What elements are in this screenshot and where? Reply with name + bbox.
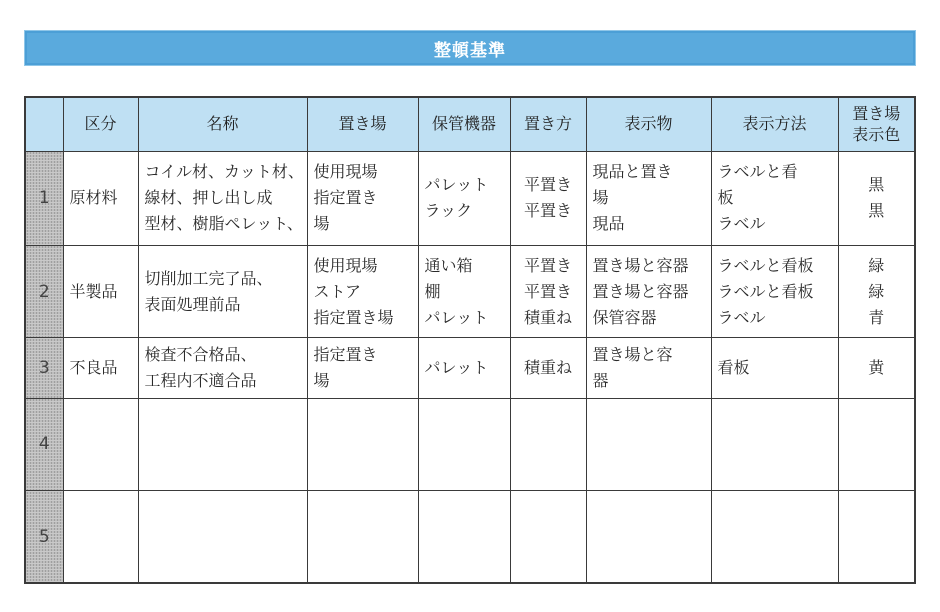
cell-color [838, 338, 915, 398]
cell-line: 平置き [523, 201, 572, 221]
cell-line: パレット [424, 175, 489, 195]
cell-line: ラベルと看 [717, 162, 798, 182]
cell-hyoji-hoho [711, 245, 838, 337]
cell-line: 緑 [868, 281, 885, 301]
cell-line: ストア [313, 281, 362, 301]
cell-okikata [510, 398, 586, 490]
header-hokan-kiki: 保管機器 [418, 97, 510, 151]
header-row [25, 97, 915, 151]
cell-line: 保管容器 [592, 307, 657, 327]
cell-line: 平置き [523, 175, 572, 195]
cell-line: 通い箱 [424, 255, 473, 275]
cell-line: 表面処理前品 [144, 294, 241, 314]
cell-kubun [63, 491, 138, 583]
cell-hyoji-hoho [711, 491, 838, 583]
cell-line: 置き場と容 [592, 344, 673, 364]
cell-line: 黒 [868, 175, 885, 195]
cell-line: 型材、樹脂ペレット、 [144, 214, 303, 234]
cell-line: 指定置き [313, 344, 378, 364]
cell-line: 指定置き場 [313, 307, 394, 327]
header-okiba: 置き場 [307, 97, 418, 151]
cell-hokan-kiki [418, 245, 510, 337]
cell-okikata [510, 245, 586, 337]
cell-meisho [138, 491, 307, 583]
cell-line: 検査不合格品、 [144, 344, 257, 364]
cell-line: 現品と置き [592, 162, 673, 182]
cell-okiba [307, 151, 418, 245]
cell-line: 工程内不適合品 [144, 370, 257, 390]
cell-meisho [138, 245, 307, 337]
cell-line: 黄 [868, 357, 885, 377]
cell-hyoji-butsu [586, 491, 711, 583]
header-okikata: 置き方 [510, 97, 586, 151]
cell-hyoji-butsu [586, 338, 711, 398]
cell-meisho [138, 398, 307, 490]
cell-line: ラベル [717, 307, 766, 327]
cell-color [838, 398, 915, 490]
row-number: 5 [25, 491, 63, 583]
cell-line: 黒 [868, 201, 885, 221]
header-hyoji-hoho: 表示方法 [711, 97, 838, 151]
cell-line: 線材、押し出し成 [144, 188, 273, 208]
standards-table [24, 96, 916, 584]
cell-hyoji-butsu [586, 398, 711, 490]
cell-okiba [307, 338, 418, 398]
header-corner [25, 97, 63, 151]
cell-line: パレット [424, 357, 489, 377]
cell-okikata [510, 338, 586, 398]
table-row [25, 151, 915, 245]
cell-line: 使用現場 [313, 162, 378, 182]
cell-okiba [307, 245, 418, 337]
cell-meisho [138, 338, 307, 398]
cell-line: 場 [313, 370, 330, 390]
table-row [25, 338, 915, 398]
cell-okiba [307, 398, 418, 490]
cell-line: 棚 [424, 281, 441, 301]
cell-meisho [138, 151, 307, 245]
cell-line: 看板 [717, 357, 750, 377]
table-row [25, 245, 915, 337]
cell-line: コイル材、カット材、 [144, 162, 304, 182]
cell-okikata [510, 491, 586, 583]
cell-hyoji-butsu [586, 245, 711, 337]
cell-kubun: 不良品 [63, 338, 138, 398]
cell-line: 置き場と容器 [592, 281, 689, 301]
cell-hyoji-hoho [711, 151, 838, 245]
cell-hokan-kiki [418, 398, 510, 490]
cell-hokan-kiki [418, 338, 510, 398]
header-color-line2: 表示色 [852, 125, 901, 145]
cell-line: 場 [313, 214, 330, 234]
cell-color [838, 245, 915, 337]
cell-line: 指定置き [313, 188, 378, 208]
cell-hyoji-hoho [711, 338, 838, 398]
title-banner [24, 30, 916, 66]
row-number: 4 [25, 398, 63, 490]
page-title: 整頓基準 [434, 40, 506, 61]
header-hyoji-butsu: 表示物 [586, 97, 711, 151]
cell-line: ラック [424, 201, 473, 221]
cell-line: 平置き [523, 255, 572, 275]
cell-line: ラベル [717, 214, 766, 234]
cell-line: ラベルと看板 [717, 281, 814, 301]
header-color [838, 97, 915, 151]
cell-line: 積重ね [523, 357, 572, 377]
cell-line: 置き場と容器 [592, 255, 689, 275]
cell-line: 板 [717, 188, 734, 208]
cell-kubun [63, 398, 138, 490]
cell-line: 切削加工完了品、 [144, 268, 273, 288]
cell-hyoji-hoho [711, 398, 838, 490]
cell-okiba [307, 491, 418, 583]
header-kubun: 区分 [63, 97, 138, 151]
row-number: 2 [25, 245, 63, 337]
cell-line: 現品 [592, 214, 625, 234]
cell-line: 緑 [868, 255, 885, 275]
cell-color [838, 151, 915, 245]
header-meisho: 名称 [138, 97, 307, 151]
cell-line: 器 [592, 370, 609, 390]
cell-kubun: 原材料 [63, 151, 138, 245]
cell-kubun: 半製品 [63, 245, 138, 337]
cell-line: 使用現場 [313, 255, 378, 275]
cell-okikata [510, 151, 586, 245]
cell-line: ラベルと看板 [717, 255, 814, 275]
table-row [25, 491, 915, 583]
cell-hyoji-butsu [586, 151, 711, 245]
cell-hokan-kiki [418, 151, 510, 245]
row-number: 3 [25, 338, 63, 398]
cell-line: 青 [868, 307, 885, 327]
cell-line: 平置き [523, 281, 572, 301]
cell-color [838, 491, 915, 583]
table-row [25, 398, 915, 490]
cell-line: 積重ね [523, 307, 572, 327]
header-color-line1: 置き場 [852, 103, 901, 123]
cell-line: パレット [424, 307, 489, 327]
row-number: 1 [25, 151, 63, 245]
cell-hokan-kiki [418, 491, 510, 583]
cell-line: 場 [592, 188, 609, 208]
